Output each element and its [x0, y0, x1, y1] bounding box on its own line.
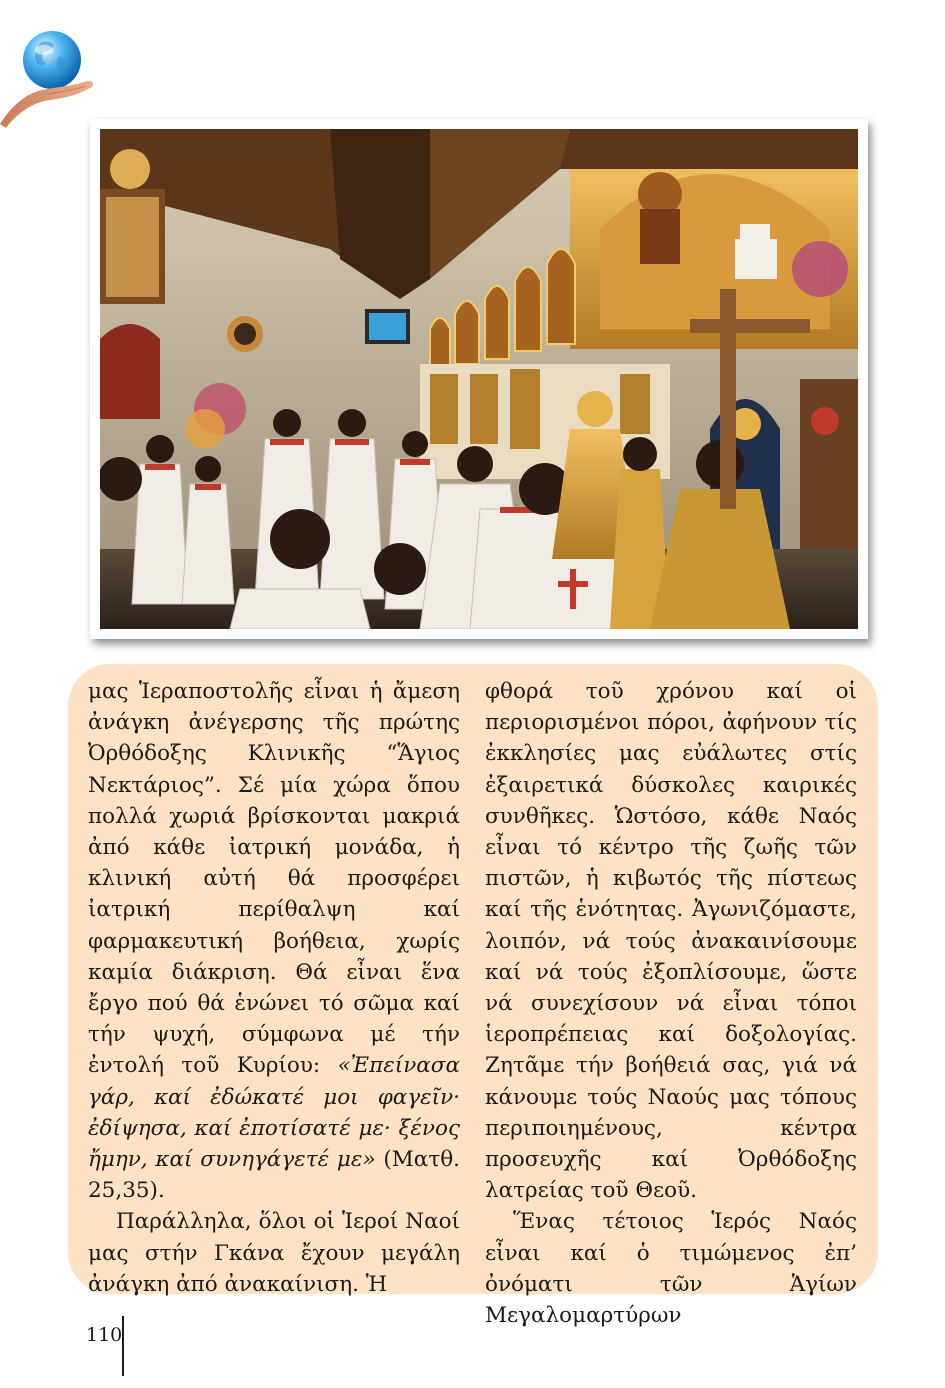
paragraph: φθορά τοῦ χρόνου καί οἱ περιορισμένοι πόροι, ἀφήνουν τίς ἐκκλησίες μας εὐάλωτες στίς ἐξαιρετικά δύσκολες καιρικές συνθῆκες. Ὡστόσο, κάθε Ναός εἶναι τό κέντρο τῆς ζωῆς τῶν πιστῶν, ἡ κιβωτός τῆς πίστεως καί τῆς ἑνότητας. Ἀγωνιζόμαστε, λοιπόν, νά τούς ἀνακαινίσουμε καί νά τούς ἐξοπλίσουμε, ὥστε νά συνεχίσουν νά εἶναι τόποι ἱεροπρέπειας καί δοξολογίας. Ζητᾶμε τήν βοήθειά σας, γιά νά κάνουμε τούς Ναούς μας τόπους περιποιημένους, κέντρα προσευχῆς καί Ὀρθόδοξης λατρείας τοῦ Θεοῦ.: [485, 679, 857, 1204]
globe-in-hand-icon: [0, 28, 100, 128]
paragraph: Ἕνας τέτοιος Ἱερός Ναός εἶναι καί ὁ τιμώμενος ἐπ’ ὀνόματι τῶν Ἁγίων Μεγαλομαρτύρων: [485, 1209, 857, 1329]
text-column-left: [88, 676, 460, 1300]
scripture-quote: «Ἐπείνασα γάρ, καί ἐδώκατέ μοι φαγεῖν· ἐδίψησα, καί ἐποτίσατέ με· ξένος ἤμην, καί συνηγάγετέ με»: [88, 1053, 460, 1173]
photo-frame: [90, 119, 868, 639]
paragraph: Παράλληλα, ὅλοι οἱ Ἱεροί Ναοί μας στήν Γκάνα ἔχουν μεγάλη ἀνάγκη ἀπό ἀνακαίνιση. Ἡ: [88, 1209, 460, 1297]
paragraph: μας Ἱεραποστολῆς εἶναι ἡ ἄμεση ἀνάγκη ἀνέγερσης τῆς πρώτης Ὀρθόδοξης Κλινικῆς “Ἅγιος Νεκτάριος”. Σέ μία χώρα ὅπου πολλά χωριά βρίσκονται μακριά ἀπό κάθε ἰατρική μονάδα, ἡ κλινική αὐτή θά προσφέρει ἰατρική περίθαλψη καί φαρμακευτική βοήθεια, χωρίς καμία διάκριση. Θά εἶναι ἕνα ἔργο πού θά ἑνώνει τό σῶμα καί τήν ψυχή, σύμφωνα μέ τήν ἐντολή τοῦ Κυρίου: «Ἐπείνασα γάρ, καί ἐδώκατέ μοι φαγεῖν· ἐδίψησα, καί ἐποτίσατέ με· ξένος ἤμην, καί συνηγάγετέ με» (Ματθ. 25,35).: [88, 679, 460, 1204]
church-liturgy-photo: [100, 129, 858, 629]
text-column-right: [485, 676, 857, 1331]
page-number: 110: [86, 1324, 123, 1346]
page-number-rule: [122, 1316, 124, 1376]
